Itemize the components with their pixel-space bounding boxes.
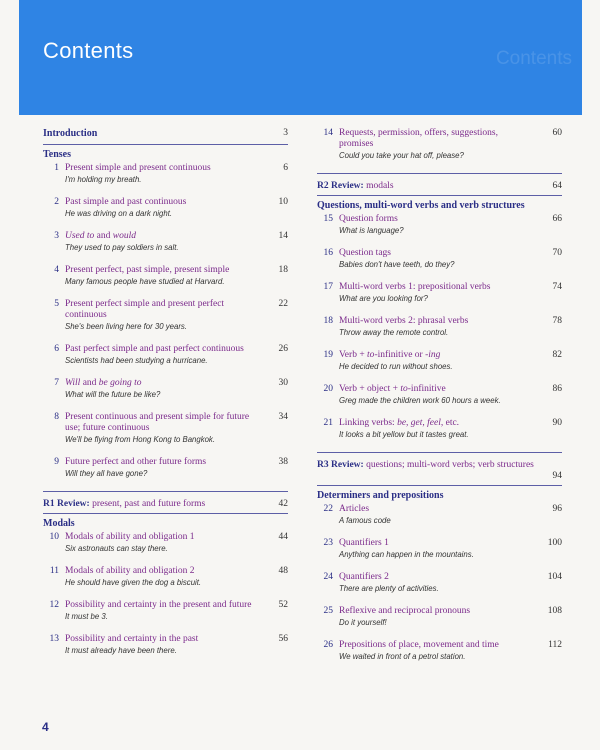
- intro-page: 3: [283, 128, 288, 138]
- toc-entry-26[interactable]: [317, 640, 562, 662]
- toc-entry-10[interactable]: [43, 532, 288, 554]
- entry-page: 44: [278, 532, 288, 542]
- toc-entry-row: [317, 248, 562, 259]
- toc-entry-21[interactable]: [317, 418, 562, 440]
- toc-entry-row: [43, 265, 288, 276]
- qmv-list: [317, 214, 562, 440]
- entry-number: 14: [323, 128, 333, 138]
- entry-page: 86: [552, 384, 562, 394]
- entry-number: 21: [323, 418, 333, 428]
- toc-entry-row: [317, 128, 562, 150]
- entry-title: Requests, permission, offers, suggestions, promises: [339, 128, 498, 149]
- entry-example: Babies don't have teeth, do they?: [339, 260, 455, 269]
- r2-page: 64: [552, 181, 562, 191]
- toc-entry-17[interactable]: [317, 282, 562, 304]
- entry-14-wrap: [317, 128, 562, 161]
- title-part: etc.: [443, 418, 460, 428]
- toc-entry-5[interactable]: [43, 299, 288, 332]
- entry-number: 20: [323, 384, 333, 394]
- entry-page: 90: [552, 418, 562, 428]
- toc-entry-row: [317, 316, 562, 327]
- entry-number: 12: [49, 600, 59, 610]
- entry-title: Past simple and past continuous: [65, 197, 187, 207]
- toc-entry-row: [43, 412, 288, 434]
- toc-entry-row: [43, 163, 288, 174]
- entry-example: Do it yourself!: [339, 618, 387, 627]
- intro-label: Introduction: [43, 128, 98, 139]
- entry-number: 5: [54, 299, 59, 309]
- entry-number: 25: [323, 606, 333, 616]
- title-part: would: [112, 231, 136, 241]
- entry-number: 26: [323, 640, 333, 650]
- entry-title: Past perfect simple and past perfect continuous: [65, 344, 244, 354]
- entry-example: It looks a bit yellow but it tastes great.: [339, 430, 469, 439]
- toc-entry-row: [317, 572, 562, 583]
- toc-entry-row: [317, 640, 562, 651]
- modals-list: [43, 532, 288, 656]
- page-number: 4: [42, 720, 49, 734]
- toc-entry-20[interactable]: [317, 384, 562, 406]
- entry-number: 6: [54, 344, 59, 354]
- title-part: -ing: [425, 350, 441, 360]
- entry-number: 4: [54, 265, 59, 275]
- entry-title: Quantifiers 2: [339, 572, 389, 582]
- r1-page: 42: [278, 499, 288, 509]
- entry-title: Multi-word verbs 1: prepositional verbs: [339, 282, 491, 292]
- entry-example: Could you take your hat off, please?: [339, 151, 464, 160]
- toc-entry-8[interactable]: [43, 412, 288, 445]
- entry-page: 18: [278, 265, 288, 275]
- r3-label: R3 Review:: [317, 460, 364, 470]
- entry-page: 66: [552, 214, 562, 224]
- entry-page: 108: [547, 606, 562, 616]
- entry-example: Will they all have gone?: [65, 469, 148, 478]
- entry-page: 14: [278, 231, 288, 241]
- toc-entry-13[interactable]: [43, 634, 288, 656]
- entry-page: 26: [278, 344, 288, 354]
- entry-example: Greg made the children work 60 hours a week.: [339, 396, 501, 405]
- toc-entry-row: [43, 378, 288, 389]
- entry-number: 24: [323, 572, 333, 582]
- toc-entry-14[interactable]: [317, 128, 562, 161]
- review-r1[interactable]: [43, 491, 288, 510]
- left-column: [43, 128, 288, 668]
- title-part: -infinitive: [407, 384, 446, 394]
- entry-number: 15: [323, 214, 333, 224]
- entry-number: 8: [54, 412, 59, 422]
- entry-number: 9: [54, 457, 59, 467]
- r3-title: questions; multi-word verbs; verb structures: [366, 460, 534, 470]
- entry-page: 112: [548, 640, 562, 650]
- toc-entry-row: [43, 532, 288, 543]
- entry-title: Possibility and certainty in the present and future: [65, 600, 252, 610]
- toc-entry-row: [43, 457, 288, 468]
- entry-example: He decided to run without shoes.: [339, 362, 453, 371]
- entry-title: [65, 231, 260, 242]
- entry-page: 52: [278, 600, 288, 610]
- toc-entry-7[interactable]: [43, 378, 288, 400]
- toc-entry-row: [43, 299, 288, 321]
- toc-entry-18[interactable]: [317, 316, 562, 338]
- toc-entry-row: [43, 566, 288, 577]
- toc-entry-row: [43, 634, 288, 645]
- toc-entry-22[interactable]: [317, 504, 562, 526]
- entry-title: [339, 384, 534, 395]
- entry-number: 3: [54, 231, 59, 241]
- entry-example: Scientists had been studying a hurricane.: [65, 356, 208, 365]
- toc-entry-23[interactable]: [317, 538, 562, 560]
- entry-page: 30: [278, 378, 288, 388]
- section-tenses: Tenses: [43, 144, 288, 161]
- toc-entry-1[interactable]: [43, 163, 288, 185]
- toc-entry-19[interactable]: [317, 350, 562, 372]
- section-questions: Questions, multi-word verbs and verb structures: [317, 195, 562, 212]
- entry-title: [339, 350, 534, 361]
- toc-entry-4[interactable]: [43, 265, 288, 287]
- toc-entry-12[interactable]: [43, 600, 288, 622]
- title-part: to: [400, 384, 408, 394]
- toc-entry-25[interactable]: [317, 606, 562, 628]
- entry-example: It must already have been there.: [65, 646, 177, 655]
- entry-example: What are you looking for?: [339, 294, 428, 303]
- entry-example: I'm holding my breath.: [65, 175, 142, 184]
- entry-page: 48: [278, 566, 288, 576]
- entry-title: Possibility and certainty in the past: [65, 634, 199, 644]
- ghost-title: Contents: [495, 48, 572, 69]
- entry-number: 18: [323, 316, 333, 326]
- entry-example: He was driving on a dark night.: [65, 209, 173, 218]
- title-part: Verb +: [339, 350, 368, 360]
- entry-page: 38: [278, 457, 288, 467]
- entry-page: 74: [552, 282, 562, 292]
- title-part: -infinitive or: [374, 350, 426, 360]
- toc-entry-3[interactable]: [43, 231, 288, 253]
- title-part: Will: [65, 378, 81, 388]
- right-column: [317, 128, 562, 674]
- title-part: be, get, feel,: [397, 418, 444, 428]
- title-part: and: [94, 231, 113, 241]
- entry-number: 16: [323, 248, 333, 258]
- title-part: be going to: [98, 378, 142, 388]
- entry-title: Modals of ability and obligation 1: [65, 532, 195, 542]
- entry-number: 13: [49, 634, 59, 644]
- toc-entry-row: [43, 231, 288, 242]
- entry-page: 70: [552, 248, 562, 258]
- entry-title: Present simple and present continuous: [65, 163, 211, 173]
- entry-page: 60: [552, 128, 562, 138]
- entry-page: 96: [552, 504, 562, 514]
- entry-page: 6: [283, 163, 288, 173]
- entry-title: Modals of ability and obligation 2: [65, 566, 195, 576]
- title-part: Linking verbs:: [339, 418, 398, 428]
- entry-number: 2: [54, 197, 59, 207]
- entry-number: 11: [49, 566, 59, 576]
- page-title: Contents: [43, 38, 134, 63]
- entry-example: She's been living here for 30 years.: [65, 322, 187, 331]
- r1-title: present, past and future forms: [92, 499, 206, 509]
- entry-title: Question forms: [339, 214, 398, 224]
- entry-page: 10: [278, 197, 288, 207]
- title-part: and: [80, 378, 99, 388]
- entry-title: Prepositions of place, movement and time: [339, 640, 499, 650]
- dp-list: [317, 504, 562, 662]
- entry-example: We waited in front of a petrol station.: [339, 652, 466, 661]
- entry-title: Articles: [339, 504, 370, 514]
- entry-number: 19: [323, 350, 333, 360]
- entry-title: [65, 378, 260, 389]
- entry-example: Six astronauts can stay there.: [65, 544, 168, 553]
- entry-number: 17: [323, 282, 333, 292]
- toc-entry-row: [317, 214, 562, 225]
- toc-entry-row: [317, 350, 562, 361]
- entry-example: A famous code: [339, 516, 391, 525]
- entry-page: 22: [278, 299, 288, 309]
- r1-label: R1 Review:: [43, 499, 90, 509]
- tenses-list: [43, 163, 288, 479]
- entry-example: Many famous people have studied at Harvard.: [65, 277, 225, 286]
- section-modals: Modals: [43, 513, 288, 530]
- entry-example: What is language?: [339, 226, 404, 235]
- section-determiners: Determiners and prepositions: [317, 485, 562, 502]
- toc-entry-row: [317, 538, 562, 549]
- entry-example: He should have given the dog a biscuit.: [65, 578, 202, 587]
- entry-title: Present perfect, past simple, present simple: [65, 265, 230, 275]
- entry-example: It must be 3.: [65, 612, 108, 621]
- r3-page: 94: [552, 471, 562, 481]
- title-part: to: [367, 350, 375, 360]
- review-r2[interactable]: [317, 173, 562, 192]
- entry-title: Multi-word verbs 2: phrasal verbs: [339, 316, 469, 326]
- entry-title: Present continuous and present simple for future use; future continuous: [65, 412, 250, 433]
- toc-entry-row: [43, 197, 288, 208]
- entry-title: Future perfect and other future forms: [65, 457, 207, 467]
- entry-example: We'll be flying from Hong Kong to Bangkok.: [65, 435, 215, 444]
- entry-page: 34: [278, 412, 288, 422]
- review-r3[interactable]: [317, 452, 562, 482]
- entry-number: 1: [54, 163, 59, 173]
- entry-example: Anything can happen in the mountains.: [339, 550, 474, 559]
- toc-entry-row: [317, 384, 562, 395]
- header-banner: [19, 0, 582, 115]
- entry-page: 100: [547, 538, 562, 548]
- toc-entry-15[interactable]: [317, 214, 562, 236]
- toc-entry-row: [317, 504, 562, 515]
- toc-entry-row: [43, 344, 288, 355]
- toc-entry-16[interactable]: [317, 248, 562, 270]
- title-part: Used to: [65, 231, 95, 241]
- entry-number: 7: [54, 378, 59, 388]
- entry-page: 78: [552, 316, 562, 326]
- entry-number: 23: [323, 538, 333, 548]
- r2-title: modals: [366, 181, 394, 191]
- entry-number: 22: [323, 504, 333, 514]
- toc-entry-row: [317, 606, 562, 617]
- toc-entry-6[interactable]: [43, 344, 288, 366]
- entry-title: Question tags: [339, 248, 391, 258]
- entry-example: They used to pay soldiers in salt.: [65, 243, 179, 252]
- toc-entry-2[interactable]: [43, 197, 288, 219]
- r2-label: R2 Review:: [317, 181, 364, 191]
- toc-entry-11[interactable]: [43, 566, 288, 588]
- entry-title: Present perfect simple and present perfect continuous: [65, 299, 225, 320]
- entry-example: There are plenty of activities.: [339, 584, 439, 593]
- toc-entry-row: [43, 600, 288, 611]
- entry-title: [339, 418, 534, 429]
- toc-intro[interactable]: [43, 128, 288, 140]
- entry-example: Throw away the remote control.: [339, 328, 449, 337]
- entry-title: Reflexive and reciprocal pronouns: [339, 606, 471, 616]
- toc-entry-9[interactable]: [43, 457, 288, 479]
- title-part: Verb + object +: [339, 384, 401, 394]
- entry-page: 104: [547, 572, 562, 582]
- entry-title: Quantifiers 1: [339, 538, 389, 548]
- entry-page: 82: [552, 350, 562, 360]
- entry-page: 56: [278, 634, 288, 644]
- entry-number: 10: [49, 532, 59, 542]
- toc-entry-row: [317, 282, 562, 293]
- toc-entry-24[interactable]: [317, 572, 562, 594]
- toc-entry-row: [317, 418, 562, 429]
- entry-example: What will the future be like?: [65, 390, 161, 399]
